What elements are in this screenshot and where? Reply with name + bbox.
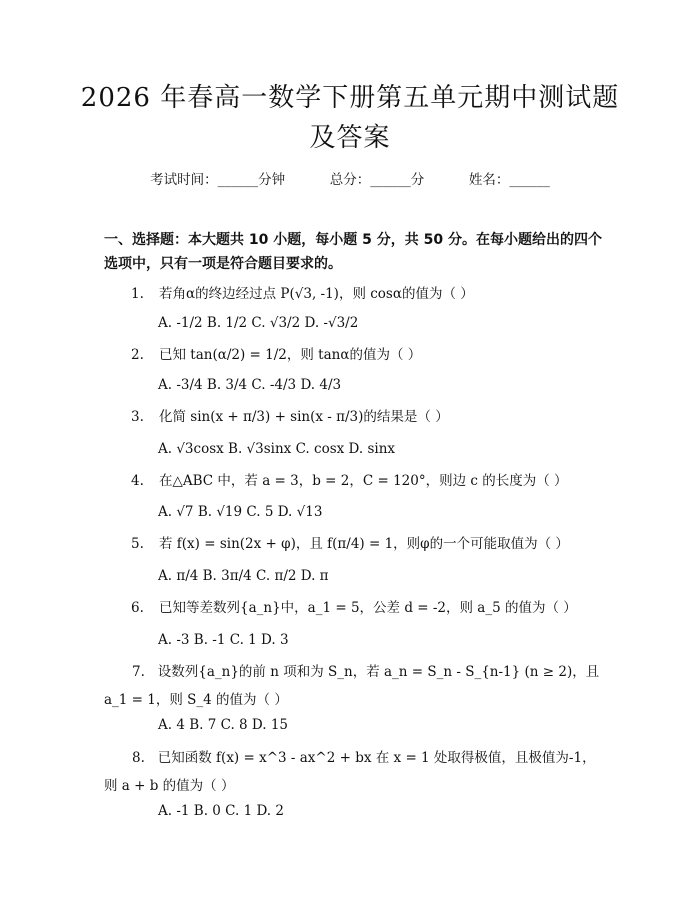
question-number: 2. [131,347,144,363]
question-number: 8. [132,750,145,766]
question-3 [131,403,449,431]
question-6-options: A. -3 B. -1 C. 1 D. 3 [158,632,289,648]
student-name-field: 姓名：______ [468,172,550,188]
question-8-options: A. -1 B. 0 C. 1 D. 2 [158,803,284,819]
question-text: 已知函数 f(x) = x^3 - ax^2 + bx 在 x = 1 处取得极值，且极值为-1，则 a + b 的值为（ ） [104,750,596,794]
question-5 [131,530,569,558]
total-score-field: 总分：______分 [329,172,425,188]
question-3-options: A. √3cosx B. √3sinx C. cosx D. sinx [158,441,396,457]
question-8 [104,744,604,800]
exam-time-field: 考试时间：______分钟 [150,172,286,188]
question-4-options: A. √7 B. √19 C. 5 D. √13 [158,504,323,520]
question-text: 设数列{a_n}的前 n 项和为 S_n，若 a_n = S_n - S_{n-1} (n ≥ 2)，且 a_1 = 1，则 S_4 的值为（ ） [104,664,600,708]
question-number: 7. [132,664,145,680]
question-7 [104,658,604,714]
question-text: 若角α的终边经过点 P(√3, -1)，则 cosα的值为（ ） [159,286,474,302]
question-text: 已知 tan(α/2) = 1/2，则 tanα的值为（ ） [159,347,422,363]
exam-title-line-2: 及答案 [309,123,391,153]
question-5-options: A. π/4 B. 3π/4 C. π/2 D. π [158,568,329,584]
question-2-options: A. -3/4 B. 3/4 C. -4/3 D. 4/3 [158,377,342,393]
question-number: 3. [131,409,144,425]
question-text: 化简 sin(x + π/3) + sin(x - π/3)的结果是（ ） [159,409,449,425]
question-2 [131,341,421,369]
question-text: 已知等差数列{a_n}中，a_1 = 5，公差 d = -2，则 a_5 的值为（ ） [159,600,577,616]
question-text: 在△ABC 中，若 a = 3，b = 2，C = 120°，则边 c 的长度为（ ） [159,473,568,489]
exam-info-line [0,168,700,188]
question-number: 4. [131,473,144,489]
exam-title [60,78,640,158]
exam-title-line-1: 2026 年春高一数学下册第五单元期中测试题 [80,83,620,113]
question-number: 1. [131,286,144,302]
question-1 [131,280,474,308]
question-1-options: A. -1/2 B. 1/2 C. √3/2 D. -√3/2 [158,315,359,331]
question-text: 若 f(x) = sin(2x + φ)，且 f(π/4) = 1，则φ的一个可能取值为（ ） [159,536,569,552]
question-6 [131,594,577,622]
question-7-options: A. 4 B. 7 C. 8 D. 15 [158,717,289,733]
question-number: 6. [131,600,144,616]
section-heading: 一、选择题：本大题共 10 小题，每小题 5 分，共 50 分。在每小题给出的四个选项中，只有一项是符合题目要求的。 [104,232,602,272]
question-4 [131,467,568,495]
question-number: 5. [131,536,144,552]
